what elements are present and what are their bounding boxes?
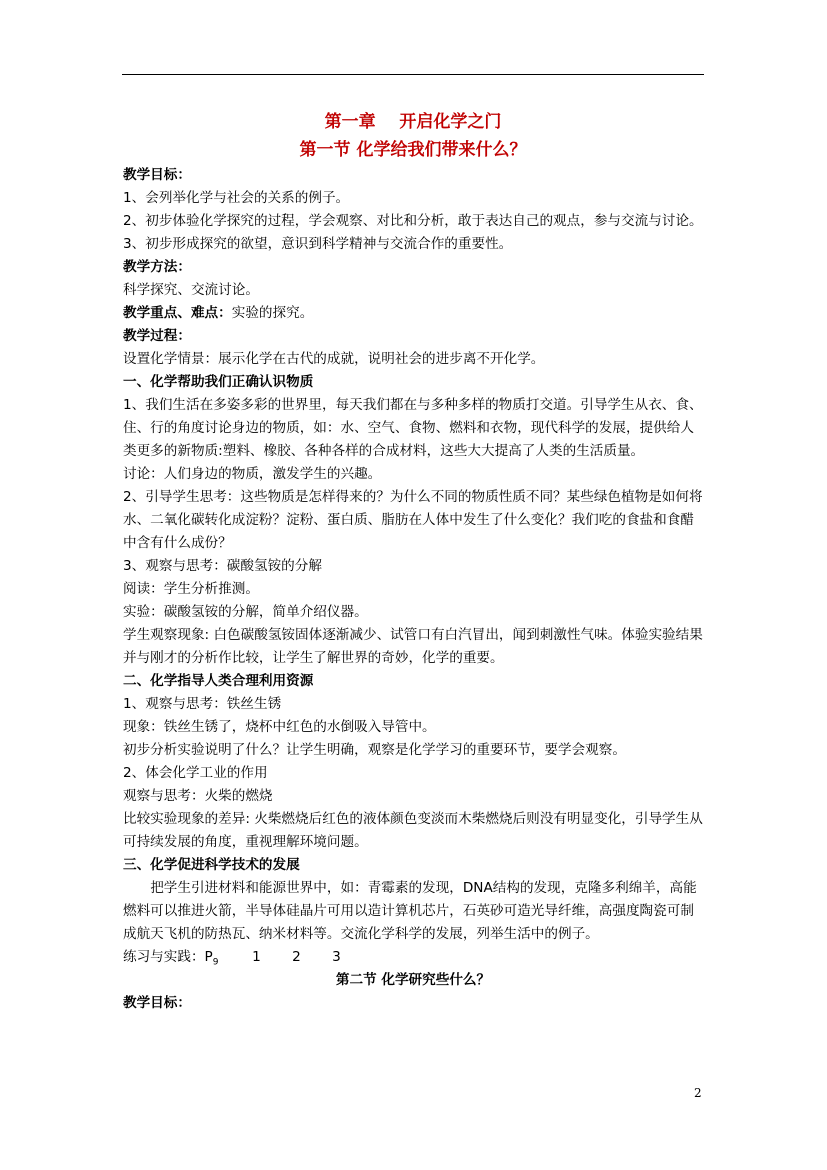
intro-text: 设置化学情景：展示化学在古代的成就，说明社会的进步离不开化学。	[123, 351, 545, 367]
section-title: 第一节 化学给我们带来什么？	[299, 140, 527, 160]
paragraph: 1、我们生活在多姿多彩的世界里，每天我们都在与多种多样的物质打交道。引导学生从衣、食、住、行的角度讨论身边的物质，如：水、空气、食物、燃料和衣物，现代科学的发展，提供给人类更多的新物质:塑料、橡胶、各种各样的合成材料，这些大大提高了人类的生活质量。	[123, 397, 703, 459]
practice-item: 1	[252, 949, 261, 965]
objective-item: 1、会列举化学与社会的关系的例子。	[123, 190, 350, 206]
paragraph: 实验：碳酸氢铵的分解，简单介绍仪器。	[123, 604, 368, 620]
focus-line	[123, 302, 703, 325]
paragraph: 现象：铁丝生锈了，烧杯中红色的水倒吸入导管中。	[123, 719, 436, 735]
practice-label: 练习与实践：P	[123, 949, 213, 965]
part-heading: 二、化学指导人类合理利用资源	[123, 673, 314, 689]
paragraph: 比较实验现象的差异: 火柴燃烧后红色的液体颜色变淡而木柴燃烧后则没有明显变化，引导学生从可持续发展的角度，重视理解环境问题。	[123, 811, 703, 850]
paragraph: 3、观察与思考：碳酸氢铵的分解	[123, 558, 322, 574]
objectives-heading: 教学目标：	[123, 167, 191, 183]
practice-page: 9	[212, 957, 219, 968]
paragraph: 学生观察现象: 白色碳酸氢铵固体逐渐减少、试管口有白汽冒出，闻到刺激性气味。体验实验结果并与刚才的分析作比较，让学生了解世界的奇妙，化学的重要。	[123, 627, 703, 666]
objective-item: 2、初步体验化学探究的过程，学会观察、对比和分析，敢于表达自己的观点，参与交流与讨论。	[123, 213, 703, 229]
page-content	[123, 108, 703, 1015]
focus-heading: 教学重点、难点：	[123, 305, 232, 321]
paragraph: 阅读：学生分析推测。	[123, 581, 259, 597]
paragraph: 观察与思考：火柴的燃烧	[123, 788, 273, 804]
objective-item: 3、初步形成探究的欲望，意识到科学精神与交流合作的重要性。	[123, 236, 513, 252]
paragraph: 2、体会化学工业的作用	[123, 765, 268, 781]
methods-text: 科学探究、交流讨论。	[123, 282, 259, 298]
paragraph: 把学生引进材料和能源世界中，如：青霉素的发现，DNA结构的发现，克隆多利绵羊，高能燃料可以推进火箭，半导体硅晶片可用以造计算机芯片，石英砂可造光导纤维，高强度陶瓷可制成航天飞机的防热瓦、纳米材料等。交流化学科学的发展，列举生活中的例子。	[123, 880, 697, 942]
section-title: 第二节 化学研究些什么？	[335, 972, 491, 988]
focus-text: 实验的探究。	[231, 305, 314, 321]
objectives-heading: 教学目标：	[123, 995, 191, 1011]
paragraph: 2、引导学生思考：这些物质是怎样得来的？为什么不同的物质性质不同？某些绿色植物是如何将水、二氧化碳转化成淀粉？淀粉、蛋白质、脂肪在人体中发生了什么变化？我们吃的食盐和食醋中含有什么成份？	[123, 489, 703, 551]
paragraph: 初步分析实验说明了什么？让学生明确，观察是化学学习的重要环节，要学会观察。	[123, 742, 626, 758]
header-rule	[122, 74, 704, 75]
methods-heading: 教学方法：	[123, 259, 191, 275]
paragraph: 讨论：人们身边的物质，激发学生的兴趣。	[123, 466, 382, 482]
page-number: 2	[694, 1086, 702, 1100]
practice-item: 3	[332, 949, 341, 965]
chapter-title: 第一章 开启化学之门	[324, 112, 502, 132]
practice-line	[123, 946, 703, 969]
part-heading: 一、化学帮助我们正确认识物质	[123, 374, 314, 390]
practice-item: 2	[292, 949, 301, 965]
part-heading: 三、化学促进科学技术的发展	[123, 857, 300, 873]
process-heading: 教学过程：	[123, 328, 191, 344]
paragraph: 1、观察与思考：铁丝生锈	[123, 696, 282, 712]
